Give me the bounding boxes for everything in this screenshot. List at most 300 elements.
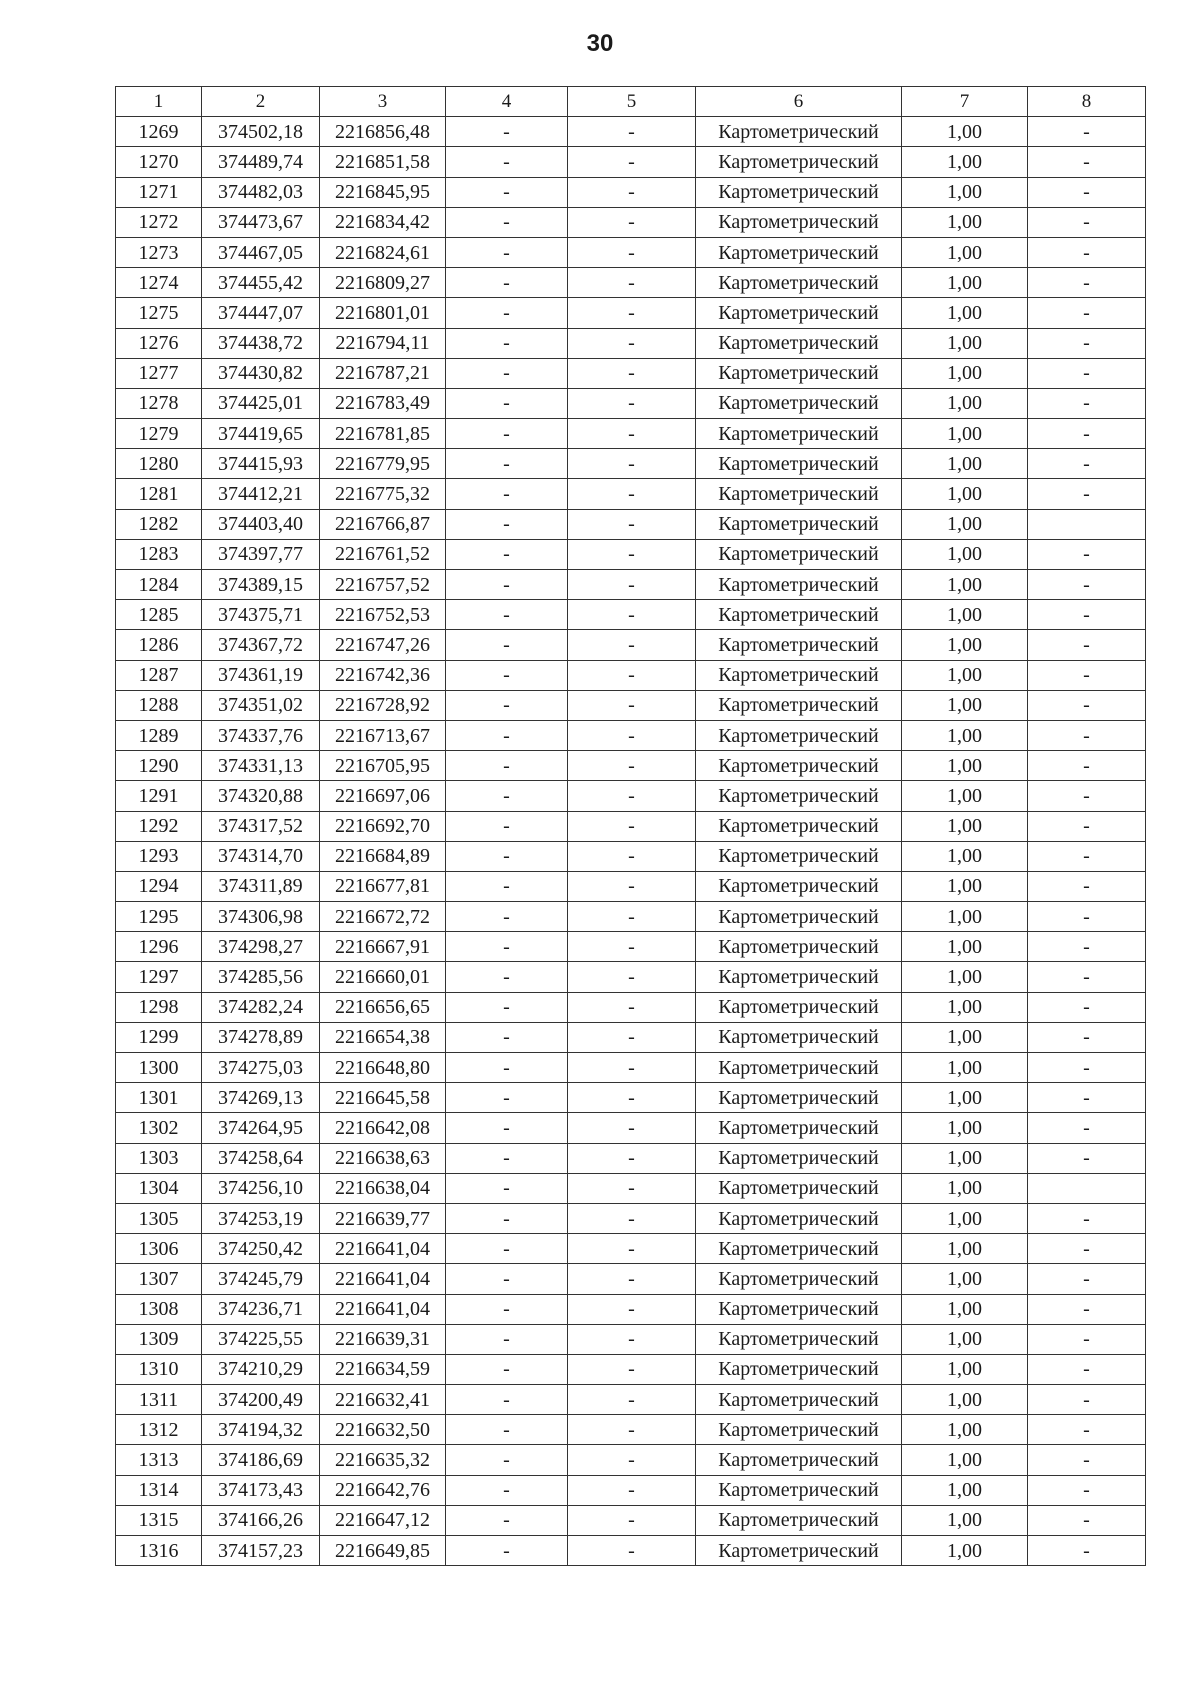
point-number-cell: 1278 [116, 388, 202, 418]
x-coordinate-cell: 374258,64 [202, 1143, 320, 1173]
point-number-cell: 1285 [116, 600, 202, 630]
column-8-cell: - [1028, 720, 1146, 750]
y-coordinate-cell: 2216639,77 [320, 1203, 446, 1233]
method-cell: Картометрический [696, 962, 902, 992]
method-cell: Картометрический [696, 992, 902, 1022]
accuracy-cell: 1,00 [902, 962, 1028, 992]
column-5-cell: - [568, 1415, 696, 1445]
x-coordinate-cell: 374425,01 [202, 388, 320, 418]
column-5-cell: - [568, 902, 696, 932]
column-4-cell: - [446, 237, 568, 267]
column-4-cell: - [446, 1415, 568, 1445]
column-8-cell: - [1028, 268, 1146, 298]
method-cell: Картометрический [696, 1294, 902, 1324]
column-header: 4 [446, 87, 568, 117]
table-row [116, 1143, 1146, 1173]
column-header: 7 [902, 87, 1028, 117]
column-4-cell: - [446, 1294, 568, 1324]
column-8-cell: - [1028, 539, 1146, 569]
column-5-cell: - [568, 117, 696, 147]
method-cell: Картометрический [696, 1475, 902, 1505]
method-cell: Картометрический [696, 902, 902, 932]
x-coordinate-cell: 374278,89 [202, 1022, 320, 1052]
point-number-cell: 1283 [116, 539, 202, 569]
table-row [116, 328, 1146, 358]
column-8-cell: - [1028, 1264, 1146, 1294]
table-row [116, 841, 1146, 871]
column-4-cell: - [446, 298, 568, 328]
accuracy-cell: 1,00 [902, 690, 1028, 720]
column-5-cell: - [568, 1234, 696, 1264]
y-coordinate-cell: 2216742,36 [320, 660, 446, 690]
column-4-cell: - [446, 1113, 568, 1143]
column-8-cell: - [1028, 388, 1146, 418]
table-row [116, 1536, 1146, 1566]
table-row [116, 358, 1146, 388]
y-coordinate-cell: 2216692,70 [320, 811, 446, 841]
column-8-cell: - [1028, 1536, 1146, 1566]
x-coordinate-cell: 374438,72 [202, 328, 320, 358]
column-header: 8 [1028, 87, 1146, 117]
table-row [116, 720, 1146, 750]
column-8-cell: - [1028, 479, 1146, 509]
table-row [116, 1415, 1146, 1445]
table-row [116, 1354, 1146, 1384]
x-coordinate-cell: 374389,15 [202, 570, 320, 600]
accuracy-cell: 1,00 [902, 660, 1028, 690]
x-coordinate-cell: 374412,21 [202, 479, 320, 509]
column-8-cell: - [1028, 570, 1146, 600]
method-cell: Картометрический [696, 1385, 902, 1415]
column-5-cell: - [568, 509, 696, 539]
column-4-cell: - [446, 1053, 568, 1083]
column-5-cell: - [568, 841, 696, 871]
point-number-cell: 1293 [116, 841, 202, 871]
column-8-cell: - [1028, 1022, 1146, 1052]
accuracy-cell: 1,00 [902, 1053, 1028, 1083]
point-number-cell: 1277 [116, 358, 202, 388]
method-cell: Картометрический [696, 1143, 902, 1173]
accuracy-cell: 1,00 [902, 479, 1028, 509]
method-cell: Картометрический [696, 1354, 902, 1384]
y-coordinate-cell: 2216761,52 [320, 539, 446, 569]
column-8-cell: - [1028, 1053, 1146, 1083]
column-4-cell: - [446, 419, 568, 449]
column-8-cell: - [1028, 177, 1146, 207]
accuracy-cell: 1,00 [902, 1445, 1028, 1475]
point-number-cell: 1307 [116, 1264, 202, 1294]
method-cell: Картометрический [696, 237, 902, 267]
point-number-cell: 1291 [116, 781, 202, 811]
method-cell: Картометрический [696, 1173, 902, 1203]
x-coordinate-cell: 374264,95 [202, 1113, 320, 1143]
column-8-cell: - [1028, 1445, 1146, 1475]
point-number-cell: 1273 [116, 237, 202, 267]
column-8-cell: - [1028, 1354, 1146, 1384]
column-4-cell: - [446, 1083, 568, 1113]
column-5-cell: - [568, 1203, 696, 1233]
y-coordinate-cell: 2216713,67 [320, 720, 446, 750]
y-coordinate-cell: 2216779,95 [320, 449, 446, 479]
x-coordinate-cell: 374306,98 [202, 902, 320, 932]
accuracy-cell: 1,00 [902, 1173, 1028, 1203]
column-8-cell: - [1028, 841, 1146, 871]
y-coordinate-cell: 2216747,26 [320, 630, 446, 660]
x-coordinate-cell: 374236,71 [202, 1294, 320, 1324]
method-cell: Картометрический [696, 690, 902, 720]
y-coordinate-cell: 2216824,61 [320, 237, 446, 267]
accuracy-cell: 1,00 [902, 358, 1028, 388]
column-4-cell: - [446, 600, 568, 630]
column-5-cell: - [568, 298, 696, 328]
column-8-cell: - [1028, 1234, 1146, 1264]
column-8-cell: - [1028, 1505, 1146, 1535]
method-cell: Картометрический [696, 1536, 902, 1566]
point-number-cell: 1315 [116, 1505, 202, 1535]
y-coordinate-cell: 2216677,81 [320, 871, 446, 901]
point-number-cell: 1295 [116, 902, 202, 932]
column-5-cell: - [568, 207, 696, 237]
column-8-cell: - [1028, 449, 1146, 479]
x-coordinate-cell: 374256,10 [202, 1173, 320, 1203]
x-coordinate-cell: 374397,77 [202, 539, 320, 569]
column-8-cell: - [1028, 358, 1146, 388]
table-row [116, 419, 1146, 449]
x-coordinate-cell: 374186,69 [202, 1445, 320, 1475]
method-cell: Картометрический [696, 449, 902, 479]
column-5-cell: - [568, 1536, 696, 1566]
x-coordinate-cell: 374375,71 [202, 600, 320, 630]
table-row [116, 147, 1146, 177]
y-coordinate-cell: 2216632,50 [320, 1415, 446, 1445]
column-5-cell: - [568, 1143, 696, 1173]
accuracy-cell: 1,00 [902, 1113, 1028, 1143]
method-cell: Картометрический [696, 1324, 902, 1354]
method-cell: Картометрический [696, 509, 902, 539]
accuracy-cell: 1,00 [902, 177, 1028, 207]
y-coordinate-cell: 2216638,63 [320, 1143, 446, 1173]
y-coordinate-cell: 2216634,59 [320, 1354, 446, 1384]
column-5-cell: - [568, 781, 696, 811]
point-number-cell: 1300 [116, 1053, 202, 1083]
point-number-cell: 1271 [116, 177, 202, 207]
column-5-cell: - [568, 268, 696, 298]
column-5-cell: - [568, 237, 696, 267]
column-8-cell: - [1028, 298, 1146, 328]
table-row [116, 690, 1146, 720]
y-coordinate-cell: 2216851,58 [320, 147, 446, 177]
accuracy-cell: 1,00 [902, 1083, 1028, 1113]
column-8-cell: - [1028, 660, 1146, 690]
point-number-cell: 1316 [116, 1536, 202, 1566]
method-cell: Картометрический [696, 1415, 902, 1445]
accuracy-cell: 1,00 [902, 117, 1028, 147]
point-number-cell: 1308 [116, 1294, 202, 1324]
y-coordinate-cell: 2216783,49 [320, 388, 446, 418]
point-number-cell: 1303 [116, 1143, 202, 1173]
method-cell: Картометрический [696, 419, 902, 449]
column-5-cell: - [568, 1475, 696, 1505]
x-coordinate-cell: 374200,49 [202, 1385, 320, 1415]
x-coordinate-cell: 374430,82 [202, 358, 320, 388]
point-number-cell: 1302 [116, 1113, 202, 1143]
table-row [116, 449, 1146, 479]
y-coordinate-cell: 2216775,32 [320, 479, 446, 509]
method-cell: Картометрический [696, 207, 902, 237]
column-4-cell: - [446, 1354, 568, 1384]
point-number-cell: 1313 [116, 1445, 202, 1475]
column-8-cell: - [1028, 1083, 1146, 1113]
x-coordinate-cell: 374361,19 [202, 660, 320, 690]
y-coordinate-cell: 2216672,72 [320, 902, 446, 932]
accuracy-cell: 1,00 [902, 388, 1028, 418]
x-coordinate-cell: 374351,02 [202, 690, 320, 720]
method-cell: Картометрический [696, 1113, 902, 1143]
accuracy-cell: 1,00 [902, 932, 1028, 962]
y-coordinate-cell: 2216641,04 [320, 1234, 446, 1264]
column-5-cell: - [568, 1173, 696, 1203]
accuracy-cell: 1,00 [902, 237, 1028, 267]
point-number-cell: 1288 [116, 690, 202, 720]
y-coordinate-cell: 2216656,65 [320, 992, 446, 1022]
column-5-cell: - [568, 419, 696, 449]
column-4-cell: - [446, 932, 568, 962]
method-cell: Картометрический [696, 268, 902, 298]
x-coordinate-cell: 374467,05 [202, 237, 320, 267]
column-8-cell: - [1028, 630, 1146, 660]
y-coordinate-cell: 2216641,04 [320, 1264, 446, 1294]
point-number-cell: 1286 [116, 630, 202, 660]
column-4-cell: - [446, 1234, 568, 1264]
point-number-cell: 1269 [116, 117, 202, 147]
point-number-cell: 1299 [116, 1022, 202, 1052]
point-number-cell: 1272 [116, 207, 202, 237]
x-coordinate-cell: 374367,72 [202, 630, 320, 660]
y-coordinate-cell: 2216787,21 [320, 358, 446, 388]
x-coordinate-cell: 374482,03 [202, 177, 320, 207]
method-cell: Картометрический [696, 1053, 902, 1083]
x-coordinate-cell: 374489,74 [202, 147, 320, 177]
point-number-cell: 1306 [116, 1234, 202, 1264]
column-8-cell [1028, 509, 1146, 539]
x-coordinate-cell: 374455,42 [202, 268, 320, 298]
x-coordinate-cell: 374473,67 [202, 207, 320, 237]
column-8-cell: - [1028, 781, 1146, 811]
accuracy-cell: 1,00 [902, 1203, 1028, 1233]
column-4-cell: - [446, 902, 568, 932]
method-cell: Картометрический [696, 811, 902, 841]
page-number: 30 [586, 30, 614, 57]
table-row [116, 751, 1146, 781]
accuracy-cell: 1,00 [902, 298, 1028, 328]
column-4-cell: - [446, 539, 568, 569]
column-5-cell: - [568, 1083, 696, 1113]
x-coordinate-cell: 374337,76 [202, 720, 320, 750]
point-number-cell: 1275 [116, 298, 202, 328]
point-number-cell: 1309 [116, 1324, 202, 1354]
x-coordinate-cell: 374166,26 [202, 1505, 320, 1535]
point-number-cell: 1312 [116, 1415, 202, 1445]
x-coordinate-cell: 374419,65 [202, 419, 320, 449]
accuracy-cell: 1,00 [902, 902, 1028, 932]
accuracy-cell: 1,00 [902, 871, 1028, 901]
accuracy-cell: 1,00 [902, 1354, 1028, 1384]
y-coordinate-cell: 2216648,80 [320, 1053, 446, 1083]
table-row [116, 1505, 1146, 1535]
column-5-cell: - [568, 690, 696, 720]
column-8-cell: - [1028, 419, 1146, 449]
column-4-cell: - [446, 570, 568, 600]
column-5-cell: - [568, 147, 696, 177]
column-8-cell: - [1028, 1143, 1146, 1173]
column-4-cell: - [446, 1203, 568, 1233]
table-row [116, 1173, 1146, 1203]
column-8-cell: - [1028, 1203, 1146, 1233]
table-row [116, 388, 1146, 418]
point-number-cell: 1280 [116, 449, 202, 479]
column-4-cell: - [446, 751, 568, 781]
x-coordinate-cell: 374194,32 [202, 1415, 320, 1445]
column-4-cell: - [446, 841, 568, 871]
column-4-cell: - [446, 962, 568, 992]
x-coordinate-cell: 374502,18 [202, 117, 320, 147]
point-number-cell: 1279 [116, 419, 202, 449]
point-number-cell: 1276 [116, 328, 202, 358]
method-cell: Картометрический [696, 1203, 902, 1233]
table-row [116, 1475, 1146, 1505]
column-8-cell: - [1028, 1294, 1146, 1324]
table-row [116, 630, 1146, 660]
column-5-cell: - [568, 479, 696, 509]
y-coordinate-cell: 2216645,58 [320, 1083, 446, 1113]
column-8-cell: - [1028, 751, 1146, 781]
method-cell: Картометрический [696, 177, 902, 207]
x-coordinate-cell: 374245,79 [202, 1264, 320, 1294]
accuracy-cell: 1,00 [902, 1022, 1028, 1052]
point-number-cell: 1281 [116, 479, 202, 509]
y-coordinate-cell: 2216728,92 [320, 690, 446, 720]
table-row [116, 1294, 1146, 1324]
column-8-cell: - [1028, 992, 1146, 1022]
column-4-cell: - [446, 1022, 568, 1052]
table-row [116, 539, 1146, 569]
method-cell: Картометрический [696, 539, 902, 569]
column-5-cell: - [568, 539, 696, 569]
column-4-cell: - [446, 660, 568, 690]
table-body [116, 117, 1146, 1566]
x-coordinate-cell: 374269,13 [202, 1083, 320, 1113]
column-5-cell: - [568, 1022, 696, 1052]
column-4-cell: - [446, 1143, 568, 1173]
column-8-cell: - [1028, 902, 1146, 932]
y-coordinate-cell: 2216794,11 [320, 328, 446, 358]
column-header: 6 [696, 87, 902, 117]
method-cell: Картометрический [696, 871, 902, 901]
column-8-cell: - [1028, 328, 1146, 358]
y-coordinate-cell: 2216660,01 [320, 962, 446, 992]
column-8-cell: - [1028, 600, 1146, 630]
column-4-cell: - [446, 207, 568, 237]
x-coordinate-cell: 374403,40 [202, 509, 320, 539]
column-8-cell: - [1028, 1415, 1146, 1445]
column-5-cell: - [568, 1053, 696, 1083]
column-5-cell: - [568, 449, 696, 479]
x-coordinate-cell: 374253,19 [202, 1203, 320, 1233]
table-row [116, 932, 1146, 962]
column-4-cell: - [446, 720, 568, 750]
y-coordinate-cell: 2216649,85 [320, 1536, 446, 1566]
accuracy-cell: 1,00 [902, 539, 1028, 569]
accuracy-cell: 1,00 [902, 720, 1028, 750]
method-cell: Картометрический [696, 751, 902, 781]
method-cell: Картометрический [696, 720, 902, 750]
method-cell: Картометрический [696, 117, 902, 147]
column-5-cell: - [568, 811, 696, 841]
column-5-cell: - [568, 630, 696, 660]
column-5-cell: - [568, 388, 696, 418]
column-8-cell: - [1028, 1385, 1146, 1415]
column-header: 1 [116, 87, 202, 117]
table-row [116, 237, 1146, 267]
point-number-cell: 1292 [116, 811, 202, 841]
accuracy-cell: 1,00 [902, 1415, 1028, 1445]
point-number-cell: 1282 [116, 509, 202, 539]
column-4-cell: - [446, 811, 568, 841]
accuracy-cell: 1,00 [902, 509, 1028, 539]
column-header: 3 [320, 87, 446, 117]
y-coordinate-cell: 2216638,04 [320, 1173, 446, 1203]
table-row [116, 177, 1146, 207]
point-number-cell: 1298 [116, 992, 202, 1022]
x-coordinate-cell: 374157,23 [202, 1536, 320, 1566]
y-coordinate-cell: 2216632,41 [320, 1385, 446, 1415]
table-header-row [116, 87, 1146, 117]
column-8-cell: - [1028, 690, 1146, 720]
table-row [116, 268, 1146, 298]
column-8-cell: - [1028, 1113, 1146, 1143]
column-4-cell: - [446, 1445, 568, 1475]
point-number-cell: 1301 [116, 1083, 202, 1113]
x-coordinate-cell: 374282,24 [202, 992, 320, 1022]
column-4-cell: - [446, 992, 568, 1022]
column-5-cell: - [568, 570, 696, 600]
column-8-cell: - [1028, 237, 1146, 267]
point-number-cell: 1270 [116, 147, 202, 177]
accuracy-cell: 1,00 [902, 751, 1028, 781]
column-5-cell: - [568, 871, 696, 901]
table-row [116, 1022, 1146, 1052]
y-coordinate-cell: 2216834,42 [320, 207, 446, 237]
x-coordinate-cell: 374415,93 [202, 449, 320, 479]
column-5-cell: - [568, 600, 696, 630]
column-8-cell: - [1028, 1324, 1146, 1354]
column-5-cell: - [568, 720, 696, 750]
column-4-cell: - [446, 871, 568, 901]
point-number-cell: 1304 [116, 1173, 202, 1203]
column-5-cell: - [568, 1264, 696, 1294]
accuracy-cell: 1,00 [902, 207, 1028, 237]
table-row [116, 871, 1146, 901]
method-cell: Картометрический [696, 298, 902, 328]
method-cell: Картометрический [696, 358, 902, 388]
point-number-cell: 1296 [116, 932, 202, 962]
table-row [116, 509, 1146, 539]
point-number-cell: 1314 [116, 1475, 202, 1505]
table-row [116, 479, 1146, 509]
y-coordinate-cell: 2216647,12 [320, 1505, 446, 1535]
y-coordinate-cell: 2216705,95 [320, 751, 446, 781]
method-cell: Картометрический [696, 570, 902, 600]
